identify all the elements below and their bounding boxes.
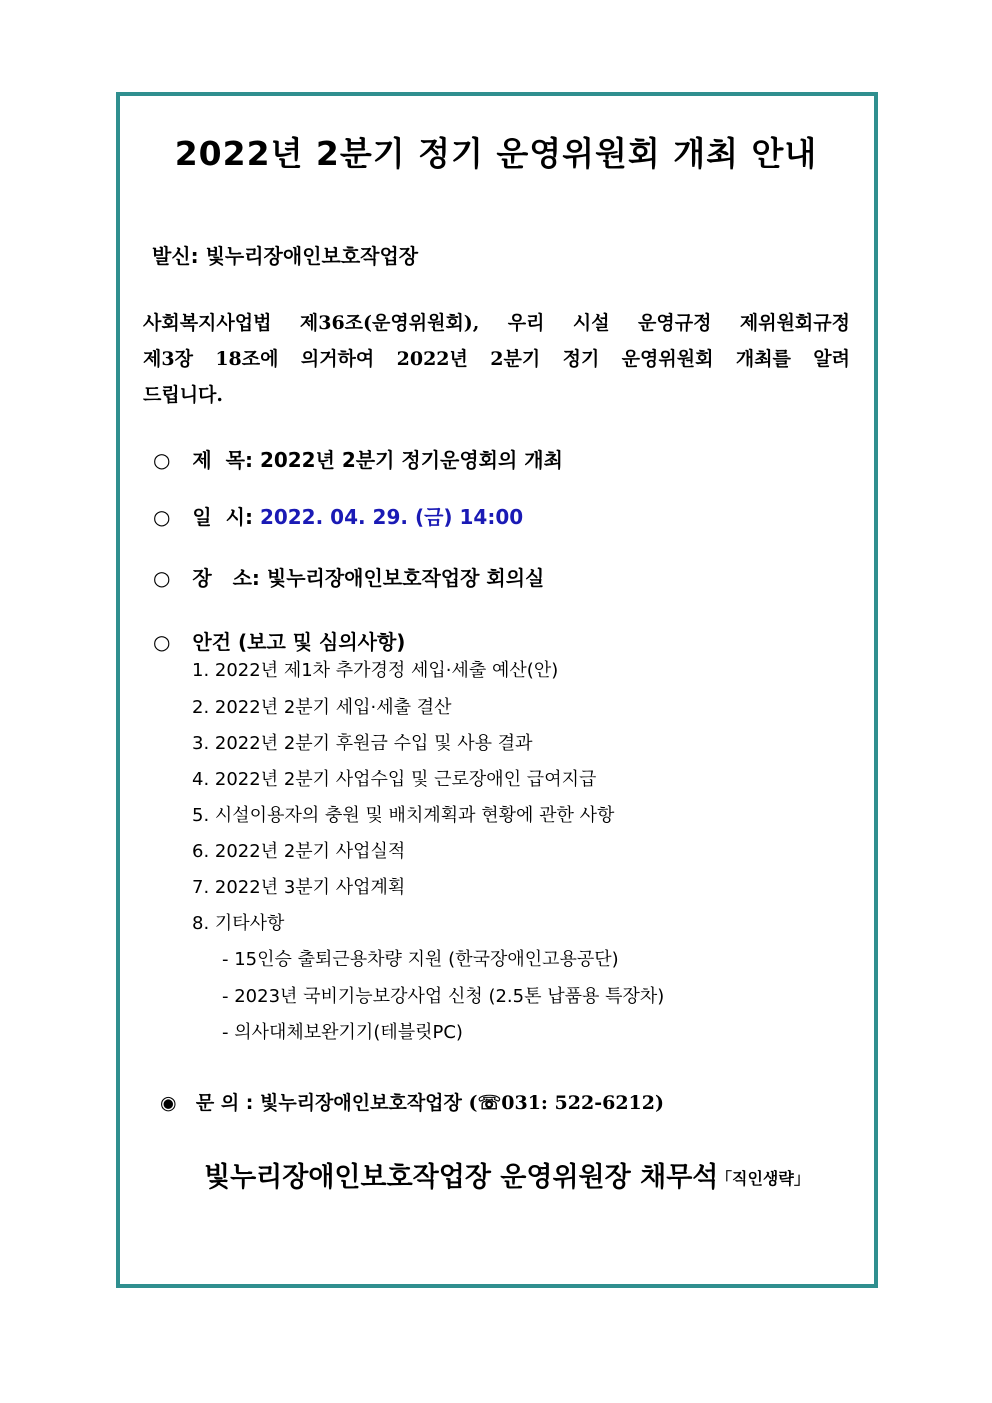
- agenda-heading: 안건 (보고 및 심의사항): [192, 630, 406, 654]
- agenda-item: 5. 시설이용자의 충원 및 배치계획과 현황에 관한 사항: [192, 805, 615, 826]
- seal-omitted-note: 「직인생략」: [716, 1169, 810, 1188]
- intro-line-2: 제3장 18조에 의거하여 2022년 2분기 정기 운영위원회 개최를 알려: [143, 348, 850, 370]
- place-row: [153, 562, 544, 591]
- agenda-item: 4. 2022년 2분기 사업수입 및 근로장애인 급여지급: [192, 769, 597, 790]
- contact-phone: (☏031: 522-6212): [468, 1092, 664, 1114]
- contact-line: [160, 1088, 664, 1115]
- agenda-item: 3. 2022년 2분기 후원금 수입 및 사용 결과: [192, 733, 533, 754]
- intro-line-3: 드립니다.: [143, 384, 224, 406]
- signature: 빛누리장애인보호작업장 운영위원장 채무석: [204, 1162, 719, 1193]
- intro-line-1: 사회복지사업법 제36조(운영위원회), 우리 시설 운영규정 제위원회규정: [143, 312, 850, 334]
- subject-value: 2022년 2분기 정기운영회의 개최: [259, 448, 563, 472]
- agenda-item: 8. 기타사항: [192, 913, 285, 934]
- datetime-row: [153, 501, 523, 530]
- circle-bullet-icon: ○: [153, 630, 171, 654]
- contact-label: 문 의 : 빛누리장애인보호작업장: [195, 1092, 462, 1114]
- sender-line: 발신: 빛누리장애인보호작업장: [152, 244, 419, 268]
- datetime-value: 2022. 04. 29. (금) 14:00: [259, 505, 524, 529]
- agenda-item: 7. 2022년 3분기 사업계획: [192, 877, 406, 898]
- datetime-label: 일 시:: [192, 505, 253, 529]
- circle-bullet-icon: ○: [153, 448, 171, 472]
- intro-paragraph: [143, 305, 850, 413]
- agenda-sub-item: - 2023년 국비기능보강사업 신청 (2.5톤 납품용 특장차): [222, 986, 665, 1007]
- agenda-item: 1. 2022년 제1차 추가경정 세입·세출 예산(안): [192, 660, 559, 681]
- circle-bullet-icon: ○: [153, 505, 171, 529]
- place-value: 빛누리장애인보호작업장 회의실: [266, 566, 545, 590]
- agenda-item: 2. 2022년 2분기 세입·세출 결산: [192, 697, 452, 718]
- subject-row: [153, 444, 563, 473]
- agenda-heading-row: [153, 626, 405, 655]
- document-title: 2022년 2분기 정기 운영위원회 개최 안내: [174, 134, 818, 173]
- agenda-sub-item: - 15인승 출퇴근용차량 지원 (한국장애인고용공단): [222, 949, 619, 970]
- subject-label: 제 목:: [192, 448, 253, 472]
- agenda-sub-item: - 의사대체보완기기(테블릿PC): [222, 1022, 463, 1043]
- circle-bullet-icon: ○: [153, 566, 171, 590]
- place-label: 장 소:: [192, 566, 260, 590]
- radio-bullet-icon: ◉: [160, 1092, 177, 1114]
- agenda-item: 6. 2022년 2분기 사업실적: [192, 841, 406, 862]
